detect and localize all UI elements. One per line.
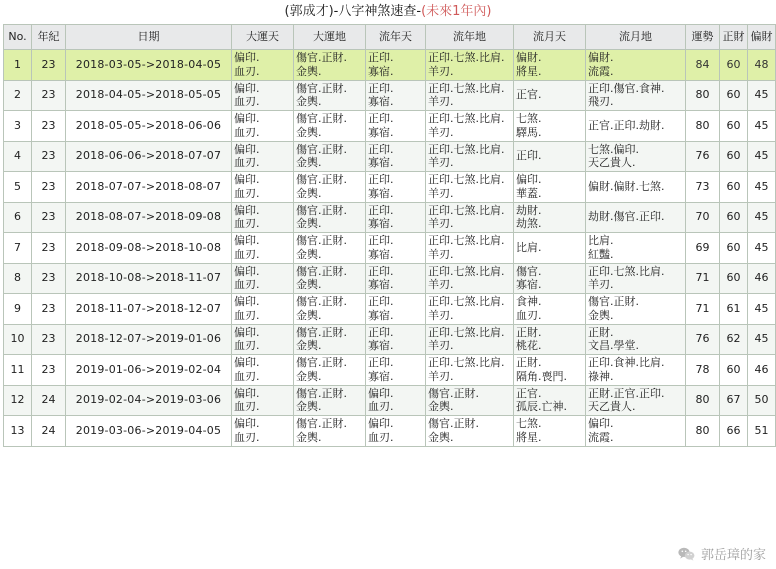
cell-liuyue-di: 七煞.偏印. 天乙貴人. [586,141,686,172]
cell-piancai: 45 [748,294,776,325]
cell-zhengcai: 66 [720,416,748,447]
cell-age: 24 [32,385,66,416]
cell-zhengcai: 60 [720,355,748,386]
table-header [4,25,776,50]
cell-dayun-tian: 偏印. 血刃. [232,324,294,355]
col-piancai: 偏財 [748,25,776,50]
cell-date: 2018-04-05->2018-05-05 [66,80,232,111]
cell-liunian-tian: 正印. 寡宿. [366,233,426,264]
cell-liunian-di: 正印.七煞.比肩. 羊刃. [426,111,514,142]
cell-liuyue-di: 正財. 文昌.學堂. [586,324,686,355]
cell-dayun-tian: 偏印. 血刃. [232,202,294,233]
cell-age: 23 [32,324,66,355]
col-date: 日期 [66,25,232,50]
cell-age: 23 [32,141,66,172]
cell-liuyue-di: 偏財. 流霞. [586,50,686,81]
cell-liunian-di: 正印.七煞.比肩. 羊刃. [426,355,514,386]
cell-dayun-di: 傷官.正財. 金輿. [294,294,366,325]
cell-zhengcai: 60 [720,141,748,172]
table-row [4,50,776,81]
page-title [0,0,776,24]
cell-zhengcai: 60 [720,50,748,81]
cell-piancai: 45 [748,202,776,233]
cell-no: 3 [4,111,32,142]
cell-date: 2019-03-06->2019-04-05 [66,416,232,447]
table-row [4,263,776,294]
cell-dayun-di: 傷官.正財. 金輿. [294,416,366,447]
cell-age: 23 [32,202,66,233]
cell-yunshi: 80 [686,385,720,416]
title-subtitle: (未來1年內) [421,4,492,19]
cell-piancai: 51 [748,416,776,447]
cell-dayun-di: 傷官.正財. 金輿. [294,202,366,233]
cell-date: 2018-08-07->2018-09-08 [66,202,232,233]
cell-no: 7 [4,233,32,264]
cell-liuyue-tian: 正官. 孤辰.亡神. [514,385,586,416]
cell-liuyue-di: 傷官.正財. 金輿. [586,294,686,325]
cell-dayun-tian: 偏印. 血刃. [232,80,294,111]
col-dayun-di: 大運地 [294,25,366,50]
cell-dayun-di: 傷官.正財. 金輿. [294,50,366,81]
cell-liunian-di: 正印.七煞.比肩. 羊刃. [426,141,514,172]
cell-zhengcai: 62 [720,324,748,355]
cell-liunian-di: 正印.七煞.比肩. 羊刃. [426,50,514,81]
cell-date: 2018-07-07->2018-08-07 [66,172,232,203]
cell-yunshi: 80 [686,416,720,447]
cell-liunian-tian: 正印. 寡宿. [366,355,426,386]
table-row [4,385,776,416]
cell-no: 13 [4,416,32,447]
cell-piancai: 46 [748,263,776,294]
table-row [4,416,776,447]
cell-dayun-di: 傷官.正財. 金輿. [294,263,366,294]
cell-liuyue-tian: 偏財. 將星. [514,50,586,81]
cell-liuyue-di: 正財.正官.正印. 天乙貴人. [586,385,686,416]
cell-liunian-tian: 正印. 寡宿. [366,80,426,111]
table-row [4,172,776,203]
cell-yunshi: 80 [686,111,720,142]
table-row [4,80,776,111]
cell-yunshi: 84 [686,50,720,81]
cell-date: 2019-02-04->2019-03-06 [66,385,232,416]
cell-liunian-di: 傷官.正財. 金輿. [426,385,514,416]
cell-liunian-tian: 正印. 寡宿. [366,324,426,355]
table-row [4,202,776,233]
cell-age: 23 [32,50,66,81]
cell-dayun-tian: 偏印. 血刃. [232,294,294,325]
cell-no: 4 [4,141,32,172]
cell-piancai: 46 [748,355,776,386]
cell-no: 10 [4,324,32,355]
cell-liuyue-di: 正印.七煞.比肩. 羊刃. [586,263,686,294]
cell-liuyue-di: 正印.傷官.食神. 飛刃. [586,80,686,111]
cell-dayun-tian: 偏印. 血刃. [232,141,294,172]
cell-liuyue-tian: 食神. 血刃. [514,294,586,325]
cell-yunshi: 71 [686,263,720,294]
cell-age: 23 [32,355,66,386]
cell-yunshi: 78 [686,355,720,386]
cell-age: 23 [32,263,66,294]
cell-piancai: 45 [748,324,776,355]
cell-dayun-di: 傷官.正財. 金輿. [294,324,366,355]
cell-liuyue-tian: 傷官. 寡宿. [514,263,586,294]
watermark-label: 郭岳璋的家 [700,548,766,563]
cell-no: 1 [4,50,32,81]
table-row [4,233,776,264]
table-row [4,141,776,172]
table-row [4,294,776,325]
cell-dayun-di: 傷官.正財. 金輿. [294,172,366,203]
cell-date: 2018-05-05->2018-06-06 [66,111,232,142]
cell-age: 23 [32,233,66,264]
cell-liunian-di: 正印.七煞.比肩. 羊刃. [426,263,514,294]
cell-dayun-tian: 偏印. 血刃. [232,111,294,142]
cell-dayun-tian: 偏印. 血刃. [232,233,294,264]
cell-liunian-di: 正印.七煞.比肩. 羊刃. [426,202,514,233]
cell-liuyue-tian: 偏印. 華蓋. [514,172,586,203]
col-liuyue-di: 流月地 [586,25,686,50]
cell-liunian-di: 正印.七煞.比肩. 羊刃. [426,294,514,325]
cell-age: 23 [32,172,66,203]
cell-age: 23 [32,294,66,325]
cell-dayun-tian: 偏印. 血刃. [232,355,294,386]
cell-dayun-di: 傷官.正財. 金輿. [294,80,366,111]
cell-no: 12 [4,385,32,416]
col-liunian-tian: 流年天 [366,25,426,50]
cell-liunian-tian: 正印. 寡宿. [366,202,426,233]
col-yunshi: 運勢 [686,25,720,50]
cell-dayun-di: 傷官.正財. 金輿. [294,385,366,416]
cell-no: 9 [4,294,32,325]
cell-date: 2018-11-07->2018-12-07 [66,294,232,325]
cell-liuyue-tian: 比肩. [514,233,586,264]
cell-no: 5 [4,172,32,203]
watermark [678,544,766,563]
cell-date: 2018-03-05->2018-04-05 [66,50,232,81]
col-zhengcai: 正財 [720,25,748,50]
cell-date: 2018-09-08->2018-10-08 [66,233,232,264]
cell-yunshi: 73 [686,172,720,203]
cell-liunian-tian: 偏印. 血刃. [366,416,426,447]
cell-piancai: 45 [748,141,776,172]
cell-yunshi: 70 [686,202,720,233]
cell-liunian-tian: 正印. 寡宿. [366,111,426,142]
cell-piancai: 50 [748,385,776,416]
cell-dayun-di: 傷官.正財. 金輿. [294,233,366,264]
header-row [4,25,776,50]
cell-piancai: 45 [748,233,776,264]
cell-age: 23 [32,80,66,111]
col-age: 年紀 [32,25,66,50]
cell-zhengcai: 60 [720,263,748,294]
cell-liuyue-tian: 劫財. 劫煞. [514,202,586,233]
col-liunian-di: 流年地 [426,25,514,50]
cell-zhengcai: 61 [720,294,748,325]
cell-piancai: 48 [748,50,776,81]
cell-liuyue-tian: 七煞. 驛馬. [514,111,586,142]
cell-zhengcai: 60 [720,172,748,203]
cell-yunshi: 76 [686,324,720,355]
cell-liunian-tian: 正印. 寡宿. [366,50,426,81]
cell-no: 8 [4,263,32,294]
title-name: (郭成才) [284,4,334,19]
title-main: -八字神煞速查- [333,4,422,19]
cell-liuyue-tian: 正官. [514,80,586,111]
cell-age: 24 [32,416,66,447]
cell-yunshi: 71 [686,294,720,325]
cell-liuyue-di: 偏財.偏財.七煞. [586,172,686,203]
cell-zhengcai: 60 [720,111,748,142]
table-row [4,111,776,142]
wechat-icon [678,547,695,561]
table-row [4,324,776,355]
col-no: No. [4,25,32,50]
cell-yunshi: 76 [686,141,720,172]
cell-liuyue-di: 劫財.傷官.正印. [586,202,686,233]
cell-dayun-tian: 偏印. 血刃. [232,172,294,203]
cell-dayun-tian: 偏印. 血刃. [232,416,294,447]
cell-liunian-di: 正印.七煞.比肩. 羊刃. [426,80,514,111]
cell-dayun-di: 傷官.正財. 金輿. [294,355,366,386]
cell-dayun-tian: 偏印. 血刃. [232,263,294,294]
cell-yunshi: 69 [686,233,720,264]
cell-liunian-tian: 正印. 寡宿. [366,294,426,325]
table-row [4,355,776,386]
cell-liuyue-tian: 七煞. 將星. [514,416,586,447]
cell-liunian-tian: 偏印. 血刃. [366,385,426,416]
cell-liuyue-di: 正印.食神.比肩. 祿神. [586,355,686,386]
cell-no: 6 [4,202,32,233]
cell-liunian-tian: 正印. 寡宿. [366,263,426,294]
cell-dayun-tian: 偏印. 血刃. [232,50,294,81]
cell-dayun-di: 傷官.正財. 金輿. [294,111,366,142]
cell-date: 2018-12-07->2019-01-06 [66,324,232,355]
cell-liuyue-di: 正官.正印.劫財. [586,111,686,142]
col-dayun-tian: 大運天 [232,25,294,50]
cell-zhengcai: 60 [720,202,748,233]
cell-piancai: 45 [748,80,776,111]
cell-no: 2 [4,80,32,111]
cell-dayun-di: 傷官.正財. 金輿. [294,141,366,172]
cell-piancai: 45 [748,172,776,203]
cell-liuyue-tian: 正財. 隔角.喪門. [514,355,586,386]
cell-liunian-di: 正印.七煞.比肩. 羊刃. [426,172,514,203]
table-body [4,50,776,447]
cell-liunian-tian: 正印. 寡宿. [366,172,426,203]
cell-piancai: 45 [748,111,776,142]
cell-liuyue-di: 偏印. 流霞. [586,416,686,447]
cell-age: 23 [32,111,66,142]
cell-yunshi: 80 [686,80,720,111]
cell-liunian-di: 正印.七煞.比肩. 羊刃. [426,233,514,264]
cell-no: 11 [4,355,32,386]
col-liuyue-tian: 流月天 [514,25,586,50]
cell-liunian-di: 傷官.正財. 金輿. [426,416,514,447]
cell-liunian-tian: 正印. 寡宿. [366,141,426,172]
cell-zhengcai: 60 [720,233,748,264]
cell-liuyue-tian: 正印. [514,141,586,172]
cell-date: 2019-01-06->2019-02-04 [66,355,232,386]
cell-dayun-tian: 偏印. 血刃. [232,385,294,416]
cell-liuyue-tian: 正財. 桃花. [514,324,586,355]
shensha-table [3,24,776,447]
cell-liuyue-di: 比肩. 紅豔. [586,233,686,264]
cell-zhengcai: 67 [720,385,748,416]
cell-zhengcai: 60 [720,80,748,111]
cell-liunian-di: 正印.七煞.比肩. 羊刃. [426,324,514,355]
cell-date: 2018-10-08->2018-11-07 [66,263,232,294]
cell-date: 2018-06-06->2018-07-07 [66,141,232,172]
